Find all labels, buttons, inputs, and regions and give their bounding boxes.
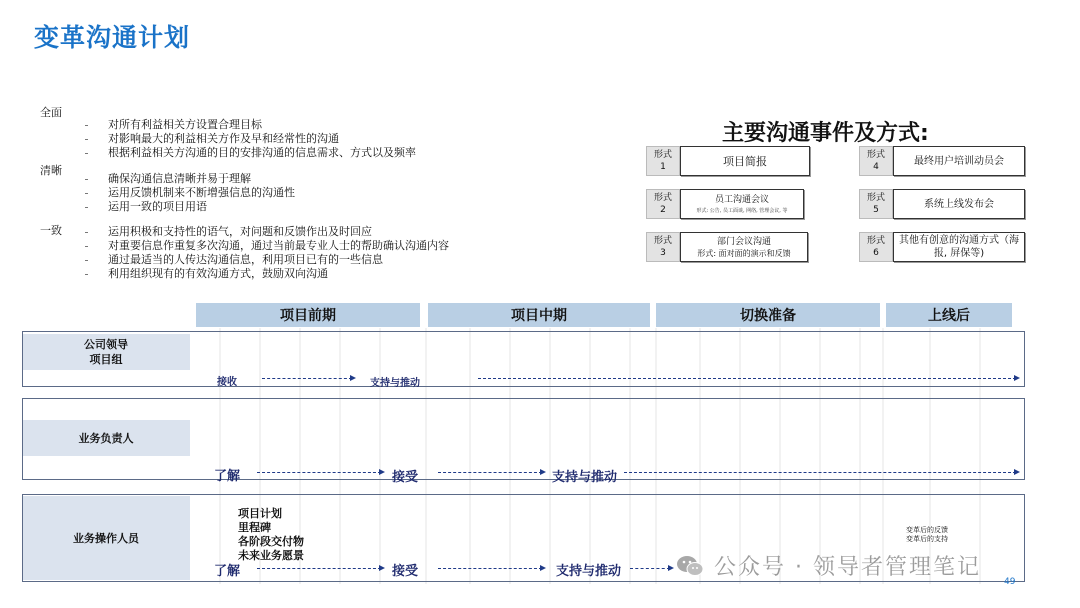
deliverables-list xyxy=(238,507,304,563)
event-label: 项目简报 xyxy=(723,154,767,168)
flow-step: 了解 xyxy=(214,469,241,484)
lane-label-line: 业务负责人 xyxy=(78,431,134,445)
event-tag xyxy=(859,189,893,219)
principle-item: 对所有利益相关方设置合理目标 xyxy=(108,118,560,132)
event-sub: 形式: 面对面的演示和反馈 xyxy=(697,248,791,258)
event-box xyxy=(680,146,810,176)
phase-header-3: 切换准备 xyxy=(656,303,880,327)
event-box xyxy=(893,232,1025,262)
principle-item: 运用一致的项目用语 xyxy=(108,200,560,214)
event-number: 5 xyxy=(873,205,879,215)
event-sub: 形式: 公告, 员工面谈, 网络, 管理会议, 等 xyxy=(696,207,788,214)
event-number: 4 xyxy=(873,162,879,172)
event-tag-word: 形式 xyxy=(866,236,885,246)
events-title: 主要沟通事件及方式: xyxy=(722,121,929,146)
event-tag xyxy=(859,232,893,262)
deliverable-item: 项目计划 xyxy=(238,507,282,520)
flow-arrow xyxy=(438,472,542,473)
flow-arrow xyxy=(630,568,670,569)
deliverable-item: 里程碑 xyxy=(238,521,271,534)
flow-step: 支持与推动 xyxy=(556,564,622,579)
event-label: 系统上线发布会 xyxy=(924,198,994,210)
flow-arrow xyxy=(262,378,352,379)
event-tag xyxy=(646,146,680,176)
event-box xyxy=(893,189,1025,219)
principle-item: 确保沟通信息清晰并易于理解 xyxy=(108,172,560,186)
event-tag-word: 形式 xyxy=(866,150,885,160)
flow-arrow xyxy=(257,472,381,473)
event-box xyxy=(893,146,1025,176)
event-number: 2 xyxy=(660,205,666,215)
principle-item: 根据利益相关方沟通的目的安排沟通的信息需求、方式以及频率 xyxy=(108,146,560,160)
event-label: 其他有创意的沟通方式（海报, 屏保等) xyxy=(899,235,1019,259)
principle-group xyxy=(40,104,560,162)
flow-arrow xyxy=(438,568,542,569)
phase-header-4: 上线后 xyxy=(886,303,1012,327)
event-tag-word: 形式 xyxy=(866,193,885,203)
principle-label: 清晰 xyxy=(40,164,62,177)
event-tag-word: 形式 xyxy=(653,236,672,246)
flow-step: 支持与推动 xyxy=(370,378,420,389)
wechat-icon xyxy=(676,555,704,577)
principle-label: 一致 xyxy=(40,224,62,237)
principle-item: 运用积极和支持性的语气，对问题和反馈作出及时回应 xyxy=(108,225,560,239)
event-box xyxy=(680,232,808,262)
principle-item: 对重要信息作重复多次沟通，通过当前最专业人士的帮助确认沟通内容 xyxy=(108,239,560,253)
flow-step: 支持与推动 xyxy=(552,470,618,485)
event-box xyxy=(680,189,804,219)
principle-group xyxy=(40,222,560,281)
event-tag xyxy=(646,189,680,219)
phase-header-2: 项目中期 xyxy=(428,303,650,327)
event-card-5 xyxy=(859,189,1025,219)
event-tag-word: 形式 xyxy=(653,150,672,160)
lane-label-line: 公司领导 xyxy=(84,338,128,351)
watermark xyxy=(676,550,981,581)
post-launch-notes xyxy=(906,526,948,544)
principle-item: 运用反馈机制来不断增强信息的沟通性 xyxy=(108,186,560,200)
flow-step: 接受 xyxy=(392,470,419,485)
post-note: 变革后的反馈 xyxy=(906,526,948,534)
deliverable-item: 未来业务愿景 xyxy=(238,549,304,562)
flow-arrow xyxy=(624,472,1016,473)
event-label: 员工沟通会议 xyxy=(714,194,769,205)
event-card-2 xyxy=(646,189,804,219)
event-label: 部门会议沟通 xyxy=(716,236,771,247)
principle-item: 通过最适当的人传达沟通信息，利用项目已有的一些信息 xyxy=(108,253,560,267)
flow-step: 了解 xyxy=(214,564,241,579)
event-number: 6 xyxy=(873,248,879,258)
event-tag xyxy=(859,146,893,176)
flow-step: 接收 xyxy=(217,377,237,388)
principles-list xyxy=(40,104,560,281)
lane-business-owner xyxy=(22,398,1025,480)
flow-step: 接受 xyxy=(392,564,419,579)
flow-arrow xyxy=(478,378,1016,379)
principle-item: 利用组织现有的有效沟通方式，鼓励双向沟通 xyxy=(108,267,560,281)
event-tag xyxy=(646,232,680,262)
page-title: 变革沟通计划 xyxy=(34,23,191,52)
event-number: 3 xyxy=(660,248,666,258)
event-card-3 xyxy=(646,232,808,262)
event-label: 最终用户培训动员会 xyxy=(914,155,1004,167)
watermark-text: 公众号 · 领导者管理笔记 xyxy=(714,555,981,580)
event-card-4 xyxy=(859,146,1025,176)
page-number: 49 xyxy=(1004,577,1016,587)
event-card-6 xyxy=(859,232,1025,262)
flow-arrow xyxy=(257,568,381,569)
principle-group xyxy=(40,162,560,222)
lane-label-line: 项目组 xyxy=(89,353,123,366)
principle-label: 全面 xyxy=(40,106,62,119)
lane-label-line: 业务操作人员 xyxy=(73,531,139,545)
event-card-1 xyxy=(646,146,810,176)
deliverable-item: 各阶段交付物 xyxy=(238,535,304,548)
post-note: 变革后的支持 xyxy=(906,535,948,543)
event-tag-word: 形式 xyxy=(653,193,672,203)
phase-header-1: 项目前期 xyxy=(196,303,420,327)
principle-item: 对影响最大的利益相关方作及早和经常性的沟通 xyxy=(108,132,560,146)
event-number: 1 xyxy=(660,162,666,172)
